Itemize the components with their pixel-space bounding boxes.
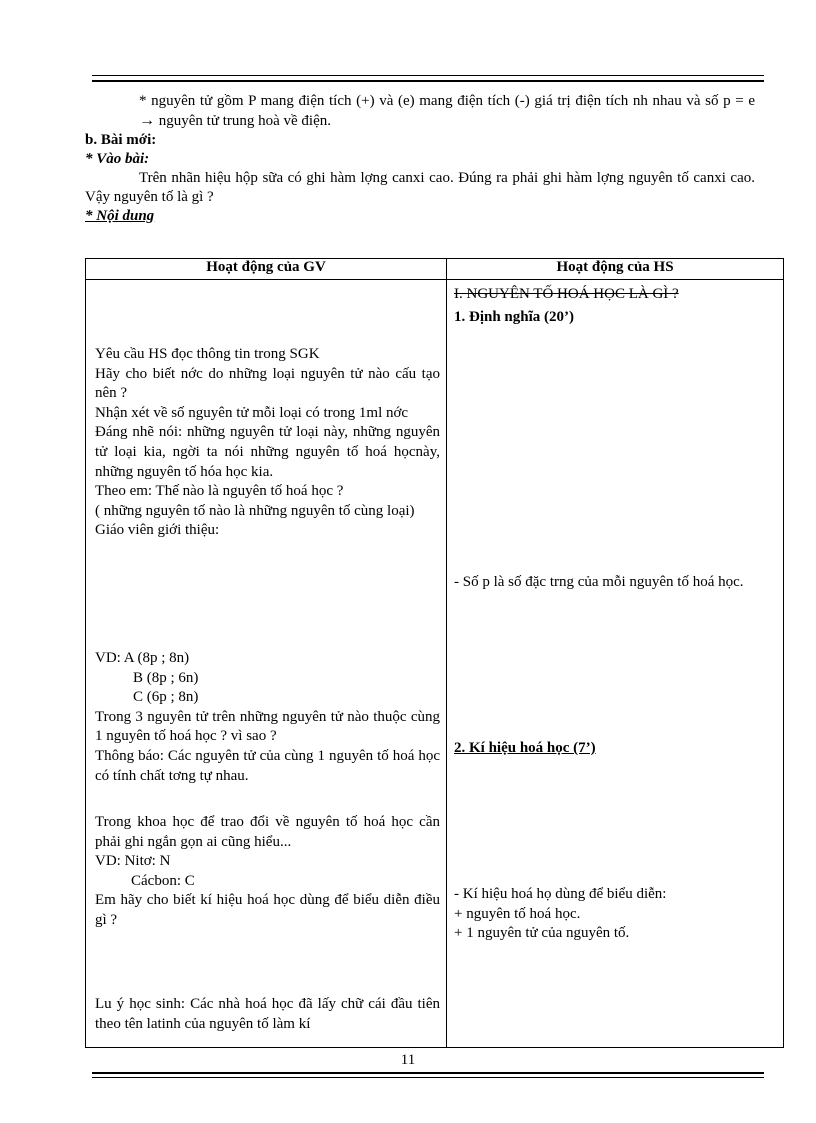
gv-block-3 <box>95 813 440 931</box>
gv-text: Đáng nhẽ nói: những nguyên tử loại này, những nguyên tử loại kia, ngời ta nói những nguyên tố hoá họcnày, những nguyên tố hóa học kia. <box>95 424 440 480</box>
hs-text: + 1 nguyên tử của nguyên tố. <box>454 925 630 942</box>
intro-section <box>85 92 755 226</box>
gv-text: ( những nguyên tố nào là những nguyên tố cùng loại) <box>95 502 415 519</box>
footer-rule-thin <box>92 1077 764 1078</box>
gv-text: Theo em: Thế nào là nguyên tố hoá học ? <box>95 483 344 500</box>
hs-column <box>447 280 784 1048</box>
bai-moi-heading: b. Bài mới: <box>85 132 157 148</box>
header-rule-thin <box>92 75 764 76</box>
intro-paragraph-atom: * nguyên tử gồm P mang điện tích (+) và (e) mang điện tích (-) giá trị điện tích nh nhau và số p = e → nguyên tử trung hoà về điện. <box>85 92 755 131</box>
page-number: 11 <box>400 1052 416 1068</box>
gv-block-2 <box>95 649 440 786</box>
footer-rule-thick <box>92 1072 764 1074</box>
hs-text: + nguyên tố hoá học. <box>454 905 581 922</box>
gv-block-4 <box>95 995 440 1034</box>
example-carbon: Cácbon: C <box>131 872 195 889</box>
vao-bai-heading: * Vào bài: <box>85 151 150 167</box>
gv-text: Lu ý học sinh: Các nhà hoá học đã lấy chữ cái đầu tiên theo tên latinh của nguyên tố làm kí <box>95 996 440 1032</box>
gv-text: Thông báo: Các nguyên tử của cùng 1 nguyên tố hoá học có tính chất tơng tự nhau. <box>95 747 440 784</box>
hs-block-2 <box>454 573 776 593</box>
hs-text: - Kí hiệu hoá họ dùng để biểu diễn: <box>454 886 667 902</box>
table-header-row <box>86 259 784 280</box>
hs-block-4 <box>454 885 776 944</box>
right-arrow-icon: → <box>139 112 155 129</box>
section-heading-1: I. NGUYÊN TỐ HOÁ HỌC LÀ GÌ ? <box>454 286 679 302</box>
lesson-table <box>85 258 784 1048</box>
example-b: B (8p ; 6n) <box>133 669 199 686</box>
noi-dung-heading: * Nội dung <box>85 208 155 224</box>
dinh-nghia-heading: 1. Định nghĩa (20’) <box>454 308 575 325</box>
gv-text: Hãy cho biết nớc do những loại nguyên tử nào cấu tạo nên ? <box>95 365 440 402</box>
table-content-row <box>86 280 784 1048</box>
vao-bai-paragraph: Trên nhãn hiệu hộp sữa có ghi hàm lợng canxi cao. Đúng ra phải ghi hàm lợng nguyên tố canxi cao. Vậy nguyên tố là gì ? <box>85 170 755 205</box>
example-c: C (6p ; 8n) <box>133 689 199 706</box>
example-a: VD: A (8p ; 8n) <box>95 650 190 666</box>
gv-text: Trong khoa học để trao đổi về nguyên tố hoá học cần phải ghi ngắn gọn ai cũng hiểu... <box>95 814 440 850</box>
gv-text: Giáo viên giới thiệu: <box>95 522 220 539</box>
gv-text: Em hãy cho biết kí hiệu hoá học dùng để biểu diễn điều gì ? <box>95 892 440 928</box>
section-heading-2: 2. Kí hiệu hoá học (7’) <box>454 740 596 756</box>
example-nitrogen: VD: Nitơ: N <box>95 853 171 870</box>
hs-block-1 <box>454 285 776 327</box>
gv-text: Trong 3 nguyên tử trên những nguyên tử nào thuộc cùng 1 nguyên tố hoá học ? vì sao ? <box>95 708 440 745</box>
gv-block-1 <box>95 345 440 541</box>
gv-text: Nhận xét về số nguyên tử mỗi loại có trong 1ml nớc <box>95 404 409 421</box>
gv-text: Yêu cầu HS đọc thông tin trong SGK <box>95 346 320 362</box>
header-gv: Hoạt động của GV <box>86 259 447 280</box>
header-rule-thick <box>92 80 764 82</box>
header-hs: Hoạt động của HS <box>447 259 784 280</box>
hs-block-3 <box>454 739 776 759</box>
hs-text: - Số p là số đặc trng của mỗi nguyên tố hoá học. <box>454 574 744 590</box>
gv-column <box>86 280 447 1048</box>
